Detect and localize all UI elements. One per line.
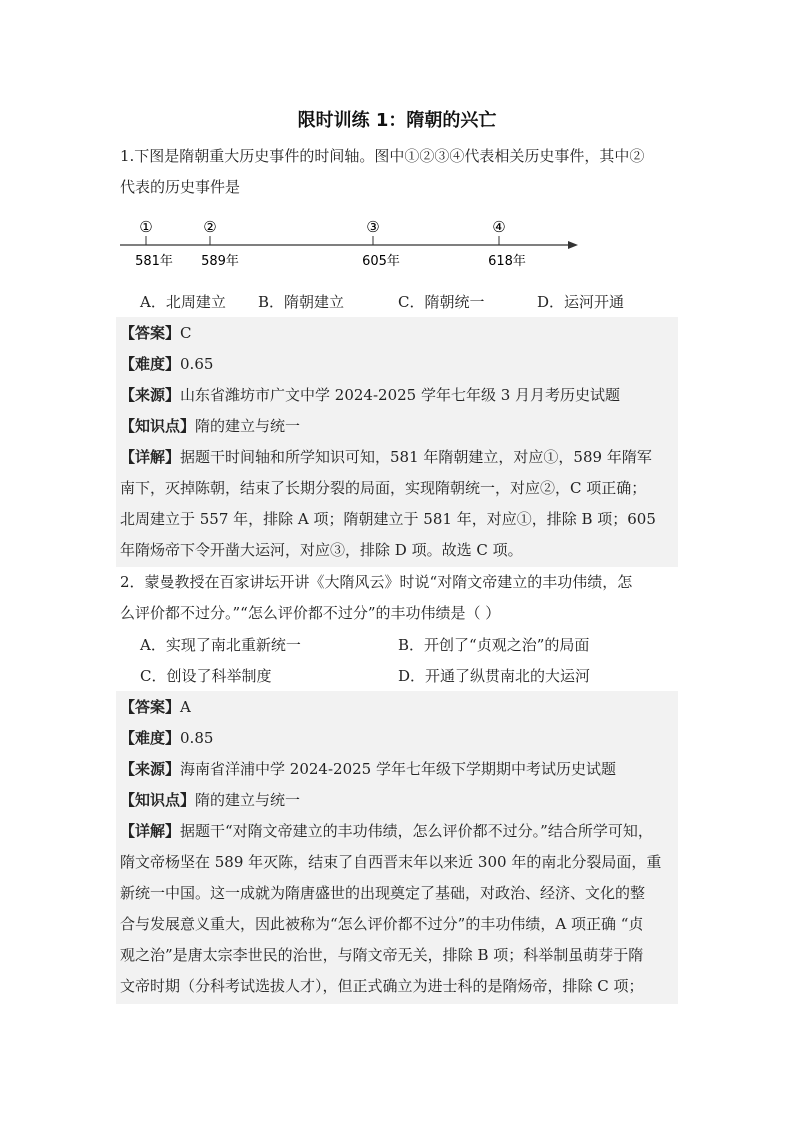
q1-detail-line2: 南下，灭掉陈朝，结束了长期分裂的局面，实现隋朝统一，对应②，C 项正确； xyxy=(120,479,647,497)
q1-stem-line1: 1.下图是隋朝重大历史事件的时间轴。图中①②③④代表相关历史事件，其中② xyxy=(120,147,645,165)
timeline-point-2 xyxy=(201,218,239,269)
q2-stem-line2: 么评价都不过分。”“怎么评价都不过分”的丰功伟绩是（ ） xyxy=(120,604,501,622)
q1-detail-line4: 年隋炀帝下令开凿大运河，对应③，排除 D 项。故选 C 项。 xyxy=(120,541,523,559)
q2-option-c: C．创设了科举制度 xyxy=(140,667,272,685)
answer-label: 【答案】 xyxy=(120,698,181,716)
q1-option-b: B．隋朝建立 xyxy=(258,293,345,311)
q1-difficulty xyxy=(120,354,680,374)
difficulty-label: 【难度】 xyxy=(120,729,181,747)
knowledge-value: 隋的建立与统一 xyxy=(195,417,301,435)
q2-answer xyxy=(120,697,680,717)
source-value: 海南省洋浦中学 2024-2025 学年七年级下学期期中考试历史试题 xyxy=(180,760,616,778)
answer-value: A xyxy=(180,698,191,716)
q2-stem-line1: 2．蒙曼教授在百家讲坛开讲《大隋风云》时说“对隋文帝建立的丰功伟绩，怎 xyxy=(120,573,633,591)
q1-option-a: A．北周建立 xyxy=(140,293,226,311)
difficulty-value: 0.85 xyxy=(180,729,214,747)
answer-value: C xyxy=(180,324,192,342)
q2-detail-line3: 新统一中国。这一成就为隋唐盛世的出现奠定了基础，对政治、经济、文化的整 xyxy=(120,884,646,902)
source-value: 山东省潍坊市广文中学 2024-2025 学年七年级 3 月月考历史试题 xyxy=(180,386,621,404)
q2-detail-line6: 文帝时期（分科考试选拔人才），但正式确立为进士科的是隋炀帝，排除 C 项； xyxy=(120,977,644,995)
q1-knowledge xyxy=(120,416,680,436)
difficulty-value: 0.65 xyxy=(180,355,214,373)
q2-difficulty xyxy=(120,728,680,748)
timeline-marker-2: ② xyxy=(203,218,217,236)
timeline-marker-3: ③ xyxy=(366,218,380,236)
q1-option-d: D．运河开通 xyxy=(537,293,625,311)
q2-option-b: B．开创了“贞观之治”的局面 xyxy=(398,636,590,654)
source-label: 【来源】 xyxy=(120,386,181,404)
timeline-arrow xyxy=(568,241,578,249)
knowledge-label: 【知识点】 xyxy=(120,417,196,435)
timeline-point-1 xyxy=(135,218,173,269)
timeline-point-3 xyxy=(362,218,400,269)
q2-option-a: A．实现了南北重新统一 xyxy=(140,636,301,654)
detail-label: 【详解】 xyxy=(120,822,181,840)
detail-text: 据题干“对隋文帝建立的丰功伟绩，怎么评价都不过分。”结合所学可知， xyxy=(180,822,653,840)
q2-source xyxy=(120,759,680,779)
knowledge-label: 【知识点】 xyxy=(120,791,196,809)
q2-detail-line4: 合与发展意义重大，因此被称为“怎么评价都不过分”的丰功伟绩，A 项正确 “贞 xyxy=(120,915,644,933)
q1-stem-line2: 代表的历史事件是 xyxy=(120,178,241,196)
knowledge-value: 隋的建立与统一 xyxy=(195,791,301,809)
timeline-marker-1: ① xyxy=(139,218,153,236)
timeline-year-3: 605年 xyxy=(362,254,400,269)
timeline-point-4 xyxy=(488,218,526,269)
source-label: 【来源】 xyxy=(120,760,181,778)
q2-detail-line2: 隋文帝杨坚在 589 年灭陈，结束了自西晋末年以来近 300 年的南北分裂局面，重 xyxy=(120,853,662,871)
q1-answer xyxy=(120,323,680,343)
timeline-marker-4: ④ xyxy=(492,218,506,236)
detail-text: 据题干时间轴和所学知识可知，581 年隋朝建立，对应①，589 年隋军 xyxy=(180,448,652,466)
q2-knowledge xyxy=(120,790,680,810)
timeline-year-2: 589年 xyxy=(201,254,239,269)
q1-source xyxy=(120,385,680,405)
timeline-year-4: 618年 xyxy=(488,254,526,269)
q1-option-c: C．隋朝统一 xyxy=(398,293,485,311)
q2-option-d: D．开通了纵贯南北的大运河 xyxy=(398,667,591,685)
difficulty-label: 【难度】 xyxy=(120,355,181,373)
detail-label: 【详解】 xyxy=(120,448,181,466)
q2-detail-line1 xyxy=(120,821,680,841)
timeline-year-1: 581年 xyxy=(135,254,173,269)
q1-detail-line1 xyxy=(120,447,680,467)
q1-detail-line3: 北周建立于 557 年，排除 A 项；隋朝建立于 581 年，对应①，排除 B 项；605 xyxy=(120,510,656,528)
q2-detail-line5: 观之治”是唐太宗李世民的治世，与隋文帝无关，排除 B 项；科举制虽萌芽于隋 xyxy=(120,946,644,964)
answer-label: 【答案】 xyxy=(120,324,181,342)
timeline-figure xyxy=(118,212,588,272)
page-title: 限时训练 1：隋朝的兴亡 xyxy=(297,110,497,131)
